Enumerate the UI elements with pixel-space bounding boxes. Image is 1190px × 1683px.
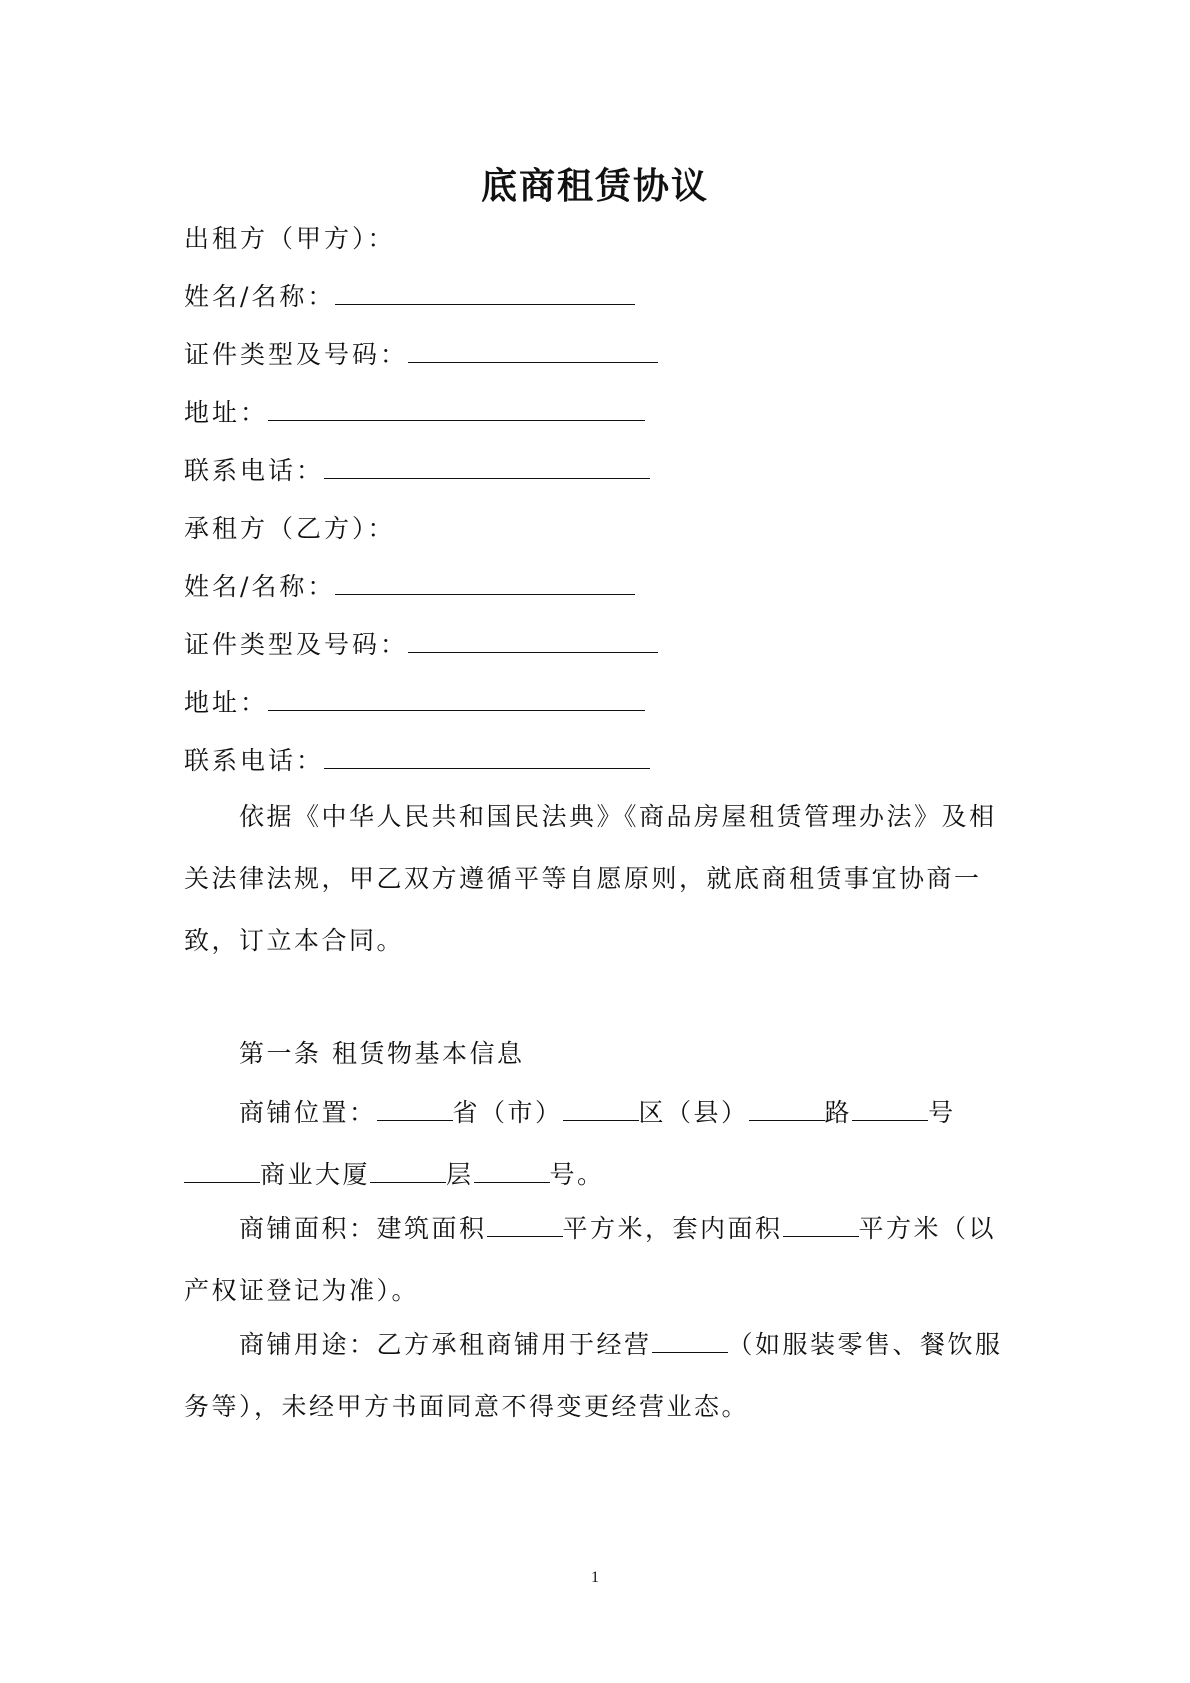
lessee-address-blank <box>268 686 645 711</box>
unit-text: 号。 <box>549 1160 605 1189</box>
location-label: 商铺位置： <box>239 1098 377 1127</box>
article1-usage-paragraph <box>184 1314 1019 1438</box>
document-title: 底商租赁协议 <box>480 165 709 207</box>
lessee-phone-blank <box>324 744 650 769</box>
preamble-paragraph: 依据《中华人民共和国民法典》《商品房屋租赁管理办法》及相关法律法规，甲乙双方遵循平等自愿原则，就底商租赁事宜协商一致，订立本合同。 <box>184 802 997 955</box>
usage-label: 商铺用途：乙方承租商铺用于经营 <box>239 1330 652 1359</box>
lessor-name-blank <box>335 280 635 305</box>
usage-blank <box>652 1328 728 1353</box>
floor-text: 层 <box>446 1160 474 1189</box>
district-text: 区（县） <box>638 1098 749 1127</box>
lessee-phone-label: 联系电话： <box>184 746 325 775</box>
number-blank <box>852 1096 928 1121</box>
lessor-name-row <box>184 280 635 314</box>
lessor-phone-row <box>184 454 650 488</box>
lessor-id-label: 证件类型及号码： <box>184 340 409 369</box>
floor-blank <box>370 1158 446 1183</box>
building-area-blank <box>487 1212 563 1237</box>
lessor-heading: 出租方（甲方）： <box>184 224 396 253</box>
article1-heading: 第一条 租赁物基本信息 <box>239 1039 525 1068</box>
lessor-name-label: 姓名/名称： <box>184 282 336 311</box>
lessee-id-label: 证件类型及号码： <box>184 630 409 659</box>
lessee-name-label: 姓名/名称： <box>184 572 336 601</box>
lessee-phone-row <box>184 744 650 778</box>
page-number: 1 <box>591 1569 599 1586</box>
unit-blank <box>474 1158 550 1183</box>
lessee-name-row <box>184 570 635 604</box>
lessor-address-label: 地址： <box>184 398 269 427</box>
area-label: 商铺面积：建筑面积 <box>239 1214 487 1243</box>
lessee-id-blank <box>408 628 658 653</box>
lessor-address-row <box>184 396 645 430</box>
lessee-address-label: 地址： <box>184 688 269 717</box>
lessor-id-blank <box>408 338 658 363</box>
lessor-phone-label: 联系电话： <box>184 456 325 485</box>
province-blank <box>377 1096 453 1121</box>
road-blank <box>749 1096 825 1121</box>
area-unit1: 平方米，套内面积 <box>562 1214 783 1243</box>
usage-rest: （如服装零售、餐饮服务等），未经甲方书面同意不得变更经营业态。 <box>184 1330 1003 1421</box>
article1-area-paragraph <box>184 1198 1019 1322</box>
province-text: 省（市） <box>452 1098 563 1127</box>
lessor-id-row <box>184 338 658 372</box>
lessee-name-blank <box>335 570 635 595</box>
building-number-blank <box>184 1158 260 1183</box>
district-blank <box>563 1096 639 1121</box>
number-text: 号 <box>928 1098 956 1127</box>
building-text: 商业大厦 <box>260 1160 371 1189</box>
road-text: 路 <box>824 1098 853 1127</box>
lessee-address-row <box>184 686 645 720</box>
lessee-heading: 承租方（乙方）： <box>184 514 396 543</box>
lessor-address-blank <box>268 396 645 421</box>
lessee-id-row <box>184 628 658 662</box>
inner-area-blank <box>783 1212 859 1237</box>
lessor-phone-blank <box>324 454 650 479</box>
area-unit2: 平方米（以产权证登记为准）。 <box>184 1214 997 1305</box>
article1-location-paragraph <box>184 1082 1019 1206</box>
